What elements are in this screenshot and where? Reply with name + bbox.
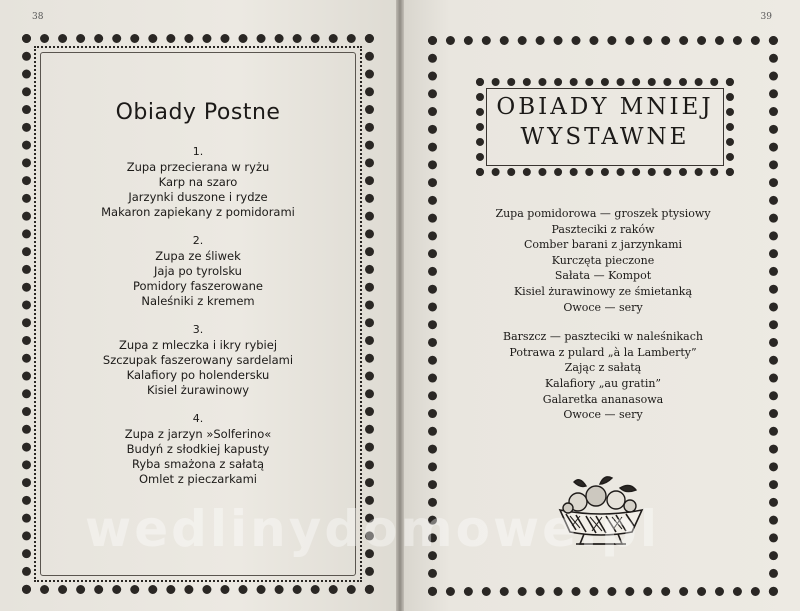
right-menu-block (440, 206, 766, 437)
left-page-title: Obiady Postne (115, 100, 281, 125)
watermark: wedlinydomowe.pl (85, 500, 660, 558)
menu-group-1 (44, 145, 352, 220)
menu-item: Zupa z mleczka i ikry rybiej (118, 338, 278, 352)
left-page-number: 38 (32, 12, 44, 22)
menu-item: Naleśniki z kremem (141, 294, 255, 308)
menu-group-a (440, 206, 766, 315)
menu-number: 1. (192, 145, 204, 158)
menu-item: Zając z sałatą (564, 361, 642, 375)
menu-number: 3. (192, 323, 204, 336)
menu-item: Kisiel żurawinowy ze śmietanką (513, 284, 693, 298)
menu-group-b (440, 329, 766, 423)
menu-group-4 (44, 412, 352, 487)
menu-item: Kurczęta pieczone (551, 253, 655, 267)
menu-item: Sałata — Kompot (554, 269, 652, 283)
menu-item: Zupa przecierana w ryżu (126, 160, 270, 174)
menu-group-2 (44, 234, 352, 309)
menu-item: Barszcz — paszteciki w naleśnikach (503, 330, 703, 344)
menu-item: Zupa ze śliwek (155, 249, 241, 263)
right-title-line-2: WYSTAWNE (520, 124, 690, 150)
menu-item: Jaja po tyrolsku (154, 264, 242, 278)
menu-item: Karp na szaro (158, 175, 238, 189)
menu-item: Zupa z jarzyn »Solferino« (124, 427, 272, 441)
menu-item: Paszteciki z raków (551, 222, 655, 236)
menu-item: Kalafiory „au gratin” (544, 376, 662, 390)
menu-number: 4. (192, 412, 204, 425)
menu-item: Szczupak faszerowany sardelami (102, 353, 294, 367)
menu-group-3 (44, 323, 352, 398)
menu-item: Pomidory faszerowane (132, 279, 263, 293)
left-menu-block (44, 100, 352, 501)
menu-item: Kisiel żurawinowy (146, 383, 250, 397)
menu-item: Owoce — sery (563, 300, 643, 314)
menu-item: Budyń z słodkiej kapusty (126, 442, 270, 456)
menu-item: Comber barani z jarzynkami (523, 238, 683, 252)
menu-item: Potrawa z pulard „à la Lamberty” (509, 345, 697, 359)
menu-item: Jarzynki duszone i rydze (128, 190, 268, 204)
menu-item: Kalafiory po holendersku (126, 368, 270, 382)
menu-number: 2. (192, 234, 204, 247)
menu-item: Makaron zapiekany z pomidorami (101, 205, 295, 219)
menu-item: Omlet z pieczarkami (139, 472, 257, 486)
menu-item: Galaretka ananasowa (542, 392, 664, 406)
right-title-line-1: OBIADY MNIEJ (496, 94, 714, 120)
menu-item: Owoce — sery (563, 408, 643, 422)
menu-item: Ryba smażona z sałatą (131, 457, 265, 471)
right-page-number: 39 (760, 12, 772, 22)
right-page-title (488, 92, 722, 152)
menu-item: Zupa pomidorowa — groszek ptysiowy (495, 207, 711, 220)
